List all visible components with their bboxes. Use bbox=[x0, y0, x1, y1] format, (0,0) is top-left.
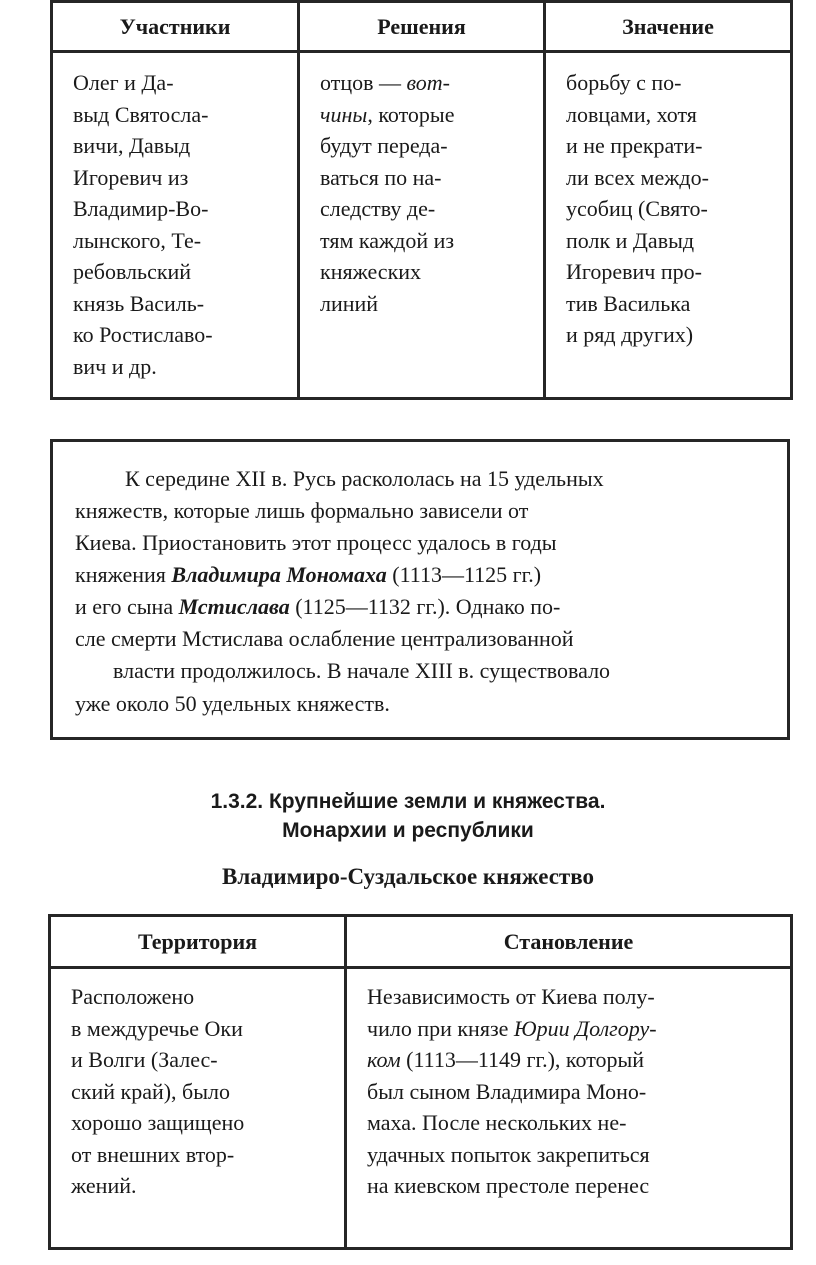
header-participants: Участники bbox=[52, 2, 299, 52]
cell-line: от внешних втор- bbox=[71, 1141, 235, 1167]
emphasis-name: Мстислава bbox=[178, 594, 290, 619]
cell-line: ский край), было bbox=[71, 1078, 231, 1104]
cell-line bbox=[320, 99, 535, 131]
text-span: (1125—1132 гг.). Однако по- bbox=[289, 594, 561, 619]
cell-line bbox=[367, 1013, 782, 1045]
cell-line: усобиц (Свято- bbox=[566, 196, 708, 221]
text-span: чило при князе bbox=[367, 1015, 514, 1041]
paragraph-line: К середине XII в. Русь раскололась на 15 удельных bbox=[125, 466, 604, 491]
text-span: княжения bbox=[75, 562, 172, 587]
paragraph-line: уже около 50 удельных княжеств. bbox=[75, 691, 390, 716]
paragraph-line bbox=[75, 562, 541, 588]
info-box bbox=[50, 439, 790, 740]
cell-line: вич и др. bbox=[73, 353, 157, 379]
text-span: , которые bbox=[367, 101, 455, 127]
cell-significance bbox=[545, 52, 792, 399]
cell-line: и ряд других) bbox=[566, 322, 694, 347]
section-title: 1.3.2. Крупнейшие земли и княжества. bbox=[210, 790, 606, 813]
header-formation: Становление bbox=[346, 916, 792, 968]
text-span: и его сына bbox=[75, 594, 179, 619]
participants-table bbox=[50, 0, 793, 400]
header-significance: Значение bbox=[545, 2, 792, 52]
cell-formation bbox=[346, 968, 792, 1249]
cell-line: ко Ростиславо- bbox=[73, 322, 213, 347]
italic-term: чины bbox=[320, 101, 368, 127]
cell-line bbox=[367, 1044, 782, 1076]
cell-line: ли всех междо- bbox=[566, 164, 709, 190]
text-span: отцов — bbox=[320, 70, 407, 95]
cell-line: хорошо защищено bbox=[71, 1110, 245, 1135]
cell-line: линий bbox=[320, 290, 379, 316]
cell-line: ловцами, хотя bbox=[566, 101, 697, 127]
cell-line: вичи, Давыд bbox=[73, 133, 191, 158]
cell-line: удачных попыток закрепиться bbox=[367, 1141, 650, 1167]
table-row bbox=[52, 52, 792, 399]
cell-line: полк и Давыд bbox=[566, 227, 695, 253]
cell-line: выд Святосла- bbox=[73, 101, 209, 127]
cell-line: Владимир-Во- bbox=[73, 196, 209, 221]
cell-line: Игоревич из bbox=[73, 164, 189, 190]
text-span: (1113—1149 гг.), который bbox=[400, 1047, 645, 1072]
cell-line: и не прекрати- bbox=[566, 133, 703, 158]
cell-line: Игоревич про- bbox=[566, 259, 702, 284]
cell-line: на киевском престоле перенес bbox=[367, 1173, 650, 1198]
cell-line: ребовльский bbox=[73, 259, 192, 284]
cell-line: борьбу с по- bbox=[566, 70, 682, 95]
principality-title: Владимиро-Суздальское княжество bbox=[222, 864, 594, 889]
cell-line: Олег и Да- bbox=[73, 70, 174, 95]
cell-line: следству де- bbox=[320, 196, 436, 221]
cell-line: маха. После нескольких не- bbox=[367, 1110, 627, 1135]
cell-line bbox=[320, 67, 535, 99]
cell-participants bbox=[52, 52, 299, 399]
cell-line: тям каждой из bbox=[320, 227, 455, 253]
paragraph-line: власти продолжилось. В начале XIII в. существовало bbox=[113, 658, 611, 683]
table-header-row bbox=[50, 916, 792, 968]
cell-line: в междуречье Оки bbox=[71, 1015, 243, 1041]
cell-line: лынского, Те- bbox=[73, 227, 202, 253]
italic-term: вот- bbox=[406, 70, 450, 95]
cell-line: был сыном Владимира Моно- bbox=[367, 1078, 647, 1104]
paragraph-line bbox=[75, 594, 560, 620]
header-decisions: Решения bbox=[299, 2, 545, 52]
paragraph-line: княжеств, которые лишь формально зависели от bbox=[75, 498, 529, 523]
cell-line: Независимость от Киева полу- bbox=[367, 984, 655, 1009]
text-span: (1113—1125 гг.) bbox=[386, 562, 542, 587]
cell-line: княжеских bbox=[320, 259, 422, 284]
header-territory: Территория bbox=[50, 916, 346, 968]
cell-line: жений. bbox=[71, 1173, 137, 1198]
cell-line: и Волги (Залес- bbox=[71, 1047, 218, 1072]
vladimir-suzdal-table bbox=[48, 914, 793, 1250]
emphasis-name: Владимира Мономаха bbox=[171, 562, 387, 587]
cell-line: будут переда- bbox=[320, 133, 448, 158]
cell-line: князь Василь- bbox=[73, 290, 205, 316]
italic-name: ком bbox=[367, 1047, 401, 1072]
paragraph-line: Киева. Приостановить этот процесс удалось в годы bbox=[75, 530, 557, 555]
cell-decisions bbox=[299, 52, 545, 399]
italic-name: Юрии Долгору- bbox=[513, 1015, 657, 1041]
cell-line: ваться по на- bbox=[320, 164, 442, 190]
table-header-row bbox=[52, 2, 792, 52]
cell-line: Расположено bbox=[71, 984, 195, 1009]
section-subtitle: Монархии и республики bbox=[282, 819, 534, 842]
cell-line: тив Василька bbox=[566, 290, 691, 316]
table-row bbox=[50, 968, 792, 1249]
cell-territory bbox=[50, 968, 346, 1249]
paragraph-line: сле смерти Мстислава ослабление централизованной bbox=[75, 626, 574, 651]
